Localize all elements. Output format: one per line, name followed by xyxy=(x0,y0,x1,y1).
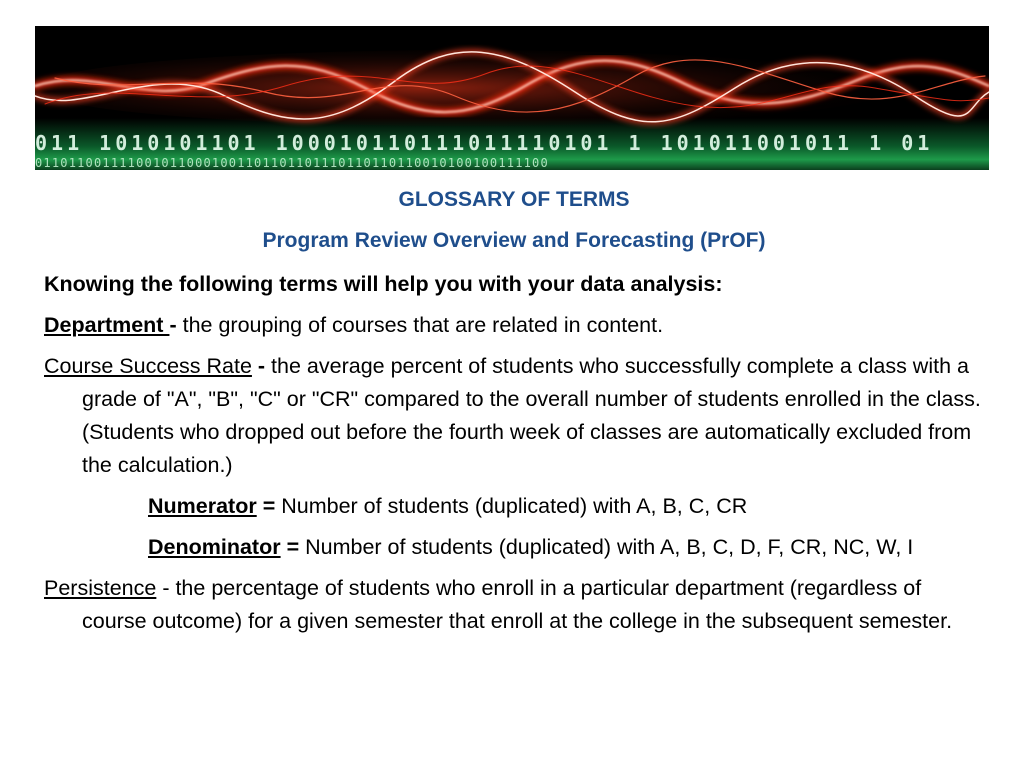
definition-persistence: the percentage of students who enroll in a particular department (regardless of course outcome) for a given semester that enroll at the college in the subsequent semester. xyxy=(82,576,953,633)
numerator-label: Numerator xyxy=(148,494,257,518)
definition-course-success-rate: the average percent of students who successfully complete a class with a grade of "A", "B", "C" or "CR" compared to the overall number of students enrolled in the class. (Students who dropped out before the fourth week of classes are automatically excluded from the calculation.) xyxy=(82,354,981,477)
numerator-separator: = xyxy=(256,494,276,518)
binary-row-1: 011 1010101101 100010110111011110101 1 101011001011 1 01 xyxy=(35,131,934,155)
definition-department: the grouping of courses that are related in content. xyxy=(176,313,664,337)
glossary-entry-course-success-rate xyxy=(44,350,984,482)
page-subtitle: Program Review Overview and Forecasting (PrOF) xyxy=(262,229,766,252)
denominator-separator: = xyxy=(280,535,300,559)
numerator-line xyxy=(44,490,984,523)
denominator-value: Number of students (duplicated) with A, B, C, D, F, CR, NC, W, I xyxy=(299,535,914,559)
binary-row-2: 0110110011110010110001001101101101110110110110010100100111100 xyxy=(35,156,549,170)
page-title: GLOSSARY OF TERMS xyxy=(398,188,630,211)
intro-text: Knowing the following terms will help you with your data analysis: xyxy=(44,272,723,296)
glossary-entry-persistence xyxy=(44,572,984,638)
term-separator: - xyxy=(251,354,266,378)
glossary-entry-department xyxy=(44,309,984,342)
numerator-value: Number of students (duplicated) with A, B, C, CR xyxy=(275,494,748,518)
term-persistence: Persistence xyxy=(44,576,157,600)
glossary-content xyxy=(44,186,984,646)
header-banner-image xyxy=(35,26,989,170)
waveform-graphic xyxy=(35,26,989,170)
denominator-line xyxy=(44,531,984,564)
term-course-success-rate: Course Success Rate xyxy=(44,354,252,378)
term-department: Department xyxy=(44,313,170,337)
term-separator: - xyxy=(156,576,170,600)
term-separator: - xyxy=(169,313,177,337)
denominator-label: Denominator xyxy=(148,535,281,559)
